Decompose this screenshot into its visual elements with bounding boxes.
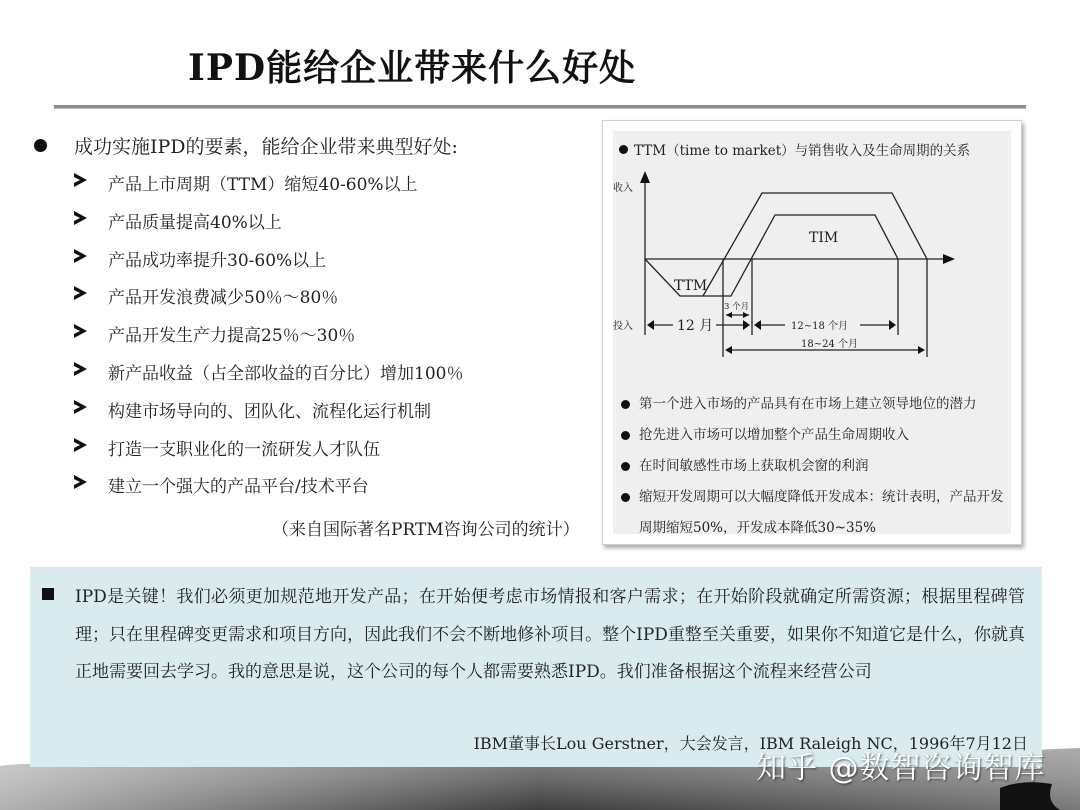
y-bottom-label: 投入 bbox=[613, 321, 633, 332]
list-item: 产品质量提高40%以上 bbox=[34, 208, 594, 246]
ttm-lifecycle-diagram bbox=[613, 131, 1011, 391]
chart-note: 在时间敏感性市场上获取机会窗的利润 bbox=[619, 451, 1009, 482]
chart-panel bbox=[613, 131, 1011, 534]
chart-notes bbox=[619, 389, 1009, 544]
arrow-bullet-icon bbox=[74, 286, 87, 300]
list-item: 构建市场导向的、团队化、流程化运行机制 bbox=[34, 397, 594, 435]
arrow-bullet-icon bbox=[74, 249, 87, 263]
arrow-bullet-icon bbox=[74, 211, 87, 225]
span-3-label: 3 个月 bbox=[724, 302, 750, 312]
bullet-dot-icon bbox=[621, 431, 630, 440]
chart-note: 第一个进入市场的产品具有在市场上建立领导地位的潜力 bbox=[619, 389, 1009, 420]
arrow-bullet-icon bbox=[74, 400, 87, 414]
list-item: 建立一个强大的产品平台/技术平台 bbox=[34, 472, 594, 510]
bullet-dot-icon bbox=[34, 139, 47, 152]
quote-box bbox=[30, 567, 1042, 767]
ttm-label: TTM bbox=[674, 278, 708, 294]
span-18-24-label: 18~24 个月 bbox=[801, 339, 859, 350]
y-top-label: 收入 bbox=[613, 183, 633, 194]
square-bullet-icon bbox=[42, 588, 54, 600]
span-12-label: 12 月 bbox=[677, 318, 714, 334]
chart-note: 抢先进入市场可以增加整个产品生命周期收入 bbox=[619, 420, 1009, 451]
quote-attribution: IBM董事长Lou Gerstner，大会发言，IBM Raleigh NC，1996年7月12日 bbox=[473, 734, 1028, 753]
bullet-dot-icon bbox=[621, 493, 630, 502]
benefits-lead: 成功实施IPD的要素，能给企业带来典型好处: bbox=[34, 132, 594, 162]
arrow-bullet-icon bbox=[74, 475, 87, 489]
list-item: 产品上市周期（TTM）缩短40-60%以上 bbox=[34, 170, 594, 208]
watermark: 知乎 @数智咨询智库 bbox=[756, 751, 1046, 786]
bullet-dot-icon bbox=[621, 400, 630, 409]
ttm-chart-card bbox=[602, 120, 1022, 545]
arrow-bullet-icon bbox=[74, 324, 87, 338]
chart-heading: TTM（time to market）与销售收入及生命周期的关系 bbox=[619, 139, 970, 159]
source-note: （来自国际著名PRTM咨询公司的统计） bbox=[272, 520, 580, 540]
list-item: 打造一支职业化的一流研发人才队伍 bbox=[34, 435, 594, 473]
list-item: 产品开发生产力提高25％～30％ bbox=[34, 321, 594, 359]
list-item: 新产品收益（占全部收益的百分比）增加100％ bbox=[34, 359, 594, 397]
arrow-bullet-icon bbox=[74, 173, 87, 187]
tim-label: TIM bbox=[809, 230, 839, 246]
bullet-dot-icon bbox=[621, 462, 630, 471]
list-item: 产品成功率提升30-60%以上 bbox=[34, 246, 594, 284]
span-12-18-label: 12~18 个月 bbox=[791, 321, 849, 332]
quote-text: IPD是关键！我们必须更加规范地开发产品；在开始便考虑市场情报和客户需求；在开始阶段就确定所需资源；根据里程碑管理；只在里程碑变更需求和项目方向，因此我们不会不断地修补项目。整个IPD重整至关重要，如果你不知道它是什么，你就真正地需要回去学习。我的意思是说，这个公司的每个人都需要熟悉IPD。我们准备根据这个流程来经营公司 bbox=[75, 587, 1025, 682]
title-divider bbox=[54, 105, 1026, 109]
benefits-list bbox=[34, 132, 594, 540]
page-title: IPD能给企业带来什么好处 bbox=[188, 47, 637, 89]
list-item: 产品开发浪费减少50％～80％ bbox=[34, 283, 594, 321]
arrow-bullet-icon bbox=[74, 362, 87, 376]
chart-note: 缩短开发周期可以大幅度降低开发成本：统计表明，产品开发周期缩短50%，开发成本降低30~35% bbox=[619, 482, 1009, 544]
arrow-bullet-icon bbox=[74, 438, 87, 452]
